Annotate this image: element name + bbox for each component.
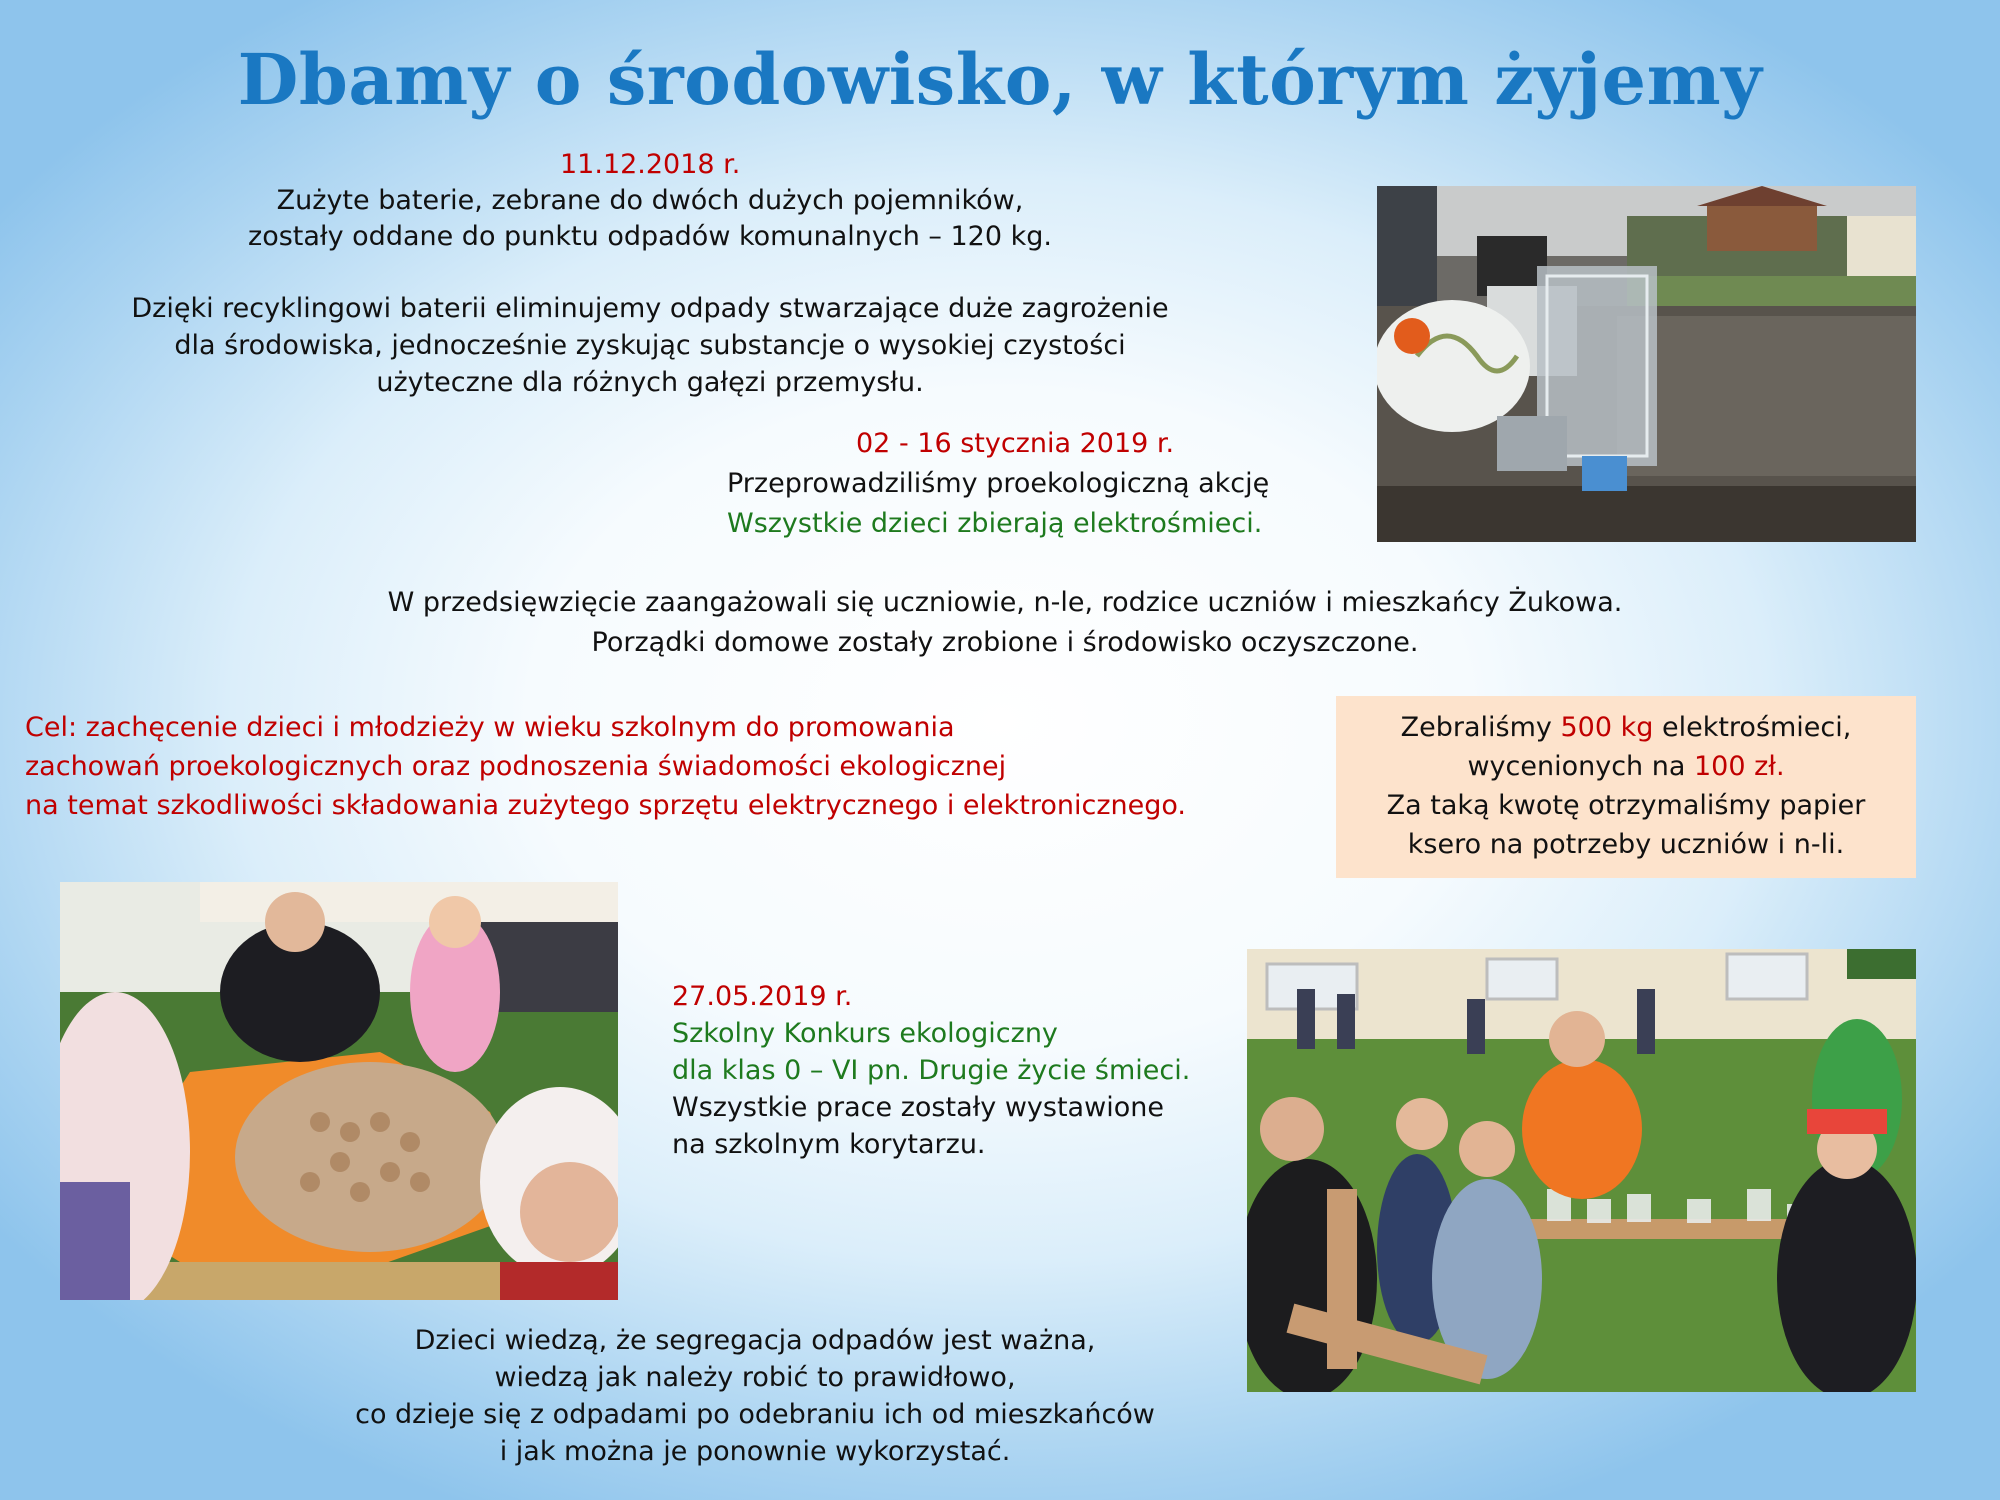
involvement-text-2: Porządki domowe zostały zrobione i środowisko oczyszczone. — [591, 627, 1419, 658]
page-title: Dbamy o środowisko, w którym żyjemy — [237, 38, 1763, 121]
summary-box — [1336, 696, 1916, 878]
summary-text-valued: wycenionych na — [1467, 751, 1686, 782]
goal-text-1: zachęcenie dzieci i młodzieży w wieku szkolnym do promowania — [85, 712, 955, 743]
summary-line-4: ksero na potrzeby uczniów i n-li. — [1407, 829, 1845, 860]
involvement-text-1: W przedsięwzięcie zaangażowali się uczniowie, n-le, rodzice uczniów i mieszkańcy Żukowa. — [387, 587, 1623, 618]
summary-line-1 — [1336, 708, 1916, 747]
summary-weight: 500 kg — [1560, 712, 1654, 743]
battery-benefit-3: użyteczne dla różnych gałęzi przemysłu. — [376, 367, 924, 398]
battery-date: 11.12.2018 r. — [560, 149, 741, 180]
summary-text-ewaste: elektrośmieci, — [1661, 712, 1852, 743]
goal-text-3: na temat szkodliwości składowania zużytego sprzętu elektrycznego i elektronicznego. — [25, 790, 1186, 821]
photo-contest-outdoor — [1247, 949, 1916, 1392]
photo-contest-craft — [60, 882, 618, 1300]
summary-line-3: Za taką kwotę otrzymaliśmy papier — [1386, 790, 1866, 821]
closing-text-2: wiedzą jak należy robić to prawidłowo, — [494, 1362, 1016, 1393]
contest-exhibition-1: Wszystkie prace zostały wystawione — [672, 1092, 1164, 1123]
closing-text-3: co dzieje się z odpadami po odebraniu ich od mieszkańców — [355, 1399, 1155, 1430]
closing-text-4: i jak można je ponownie wykorzystać. — [499, 1436, 1011, 1467]
summary-value: 100 zł. — [1694, 751, 1785, 782]
battery-benefit-2: dla środowiska, jednocześnie zyskując substancje o wysokiej czystości — [174, 330, 1126, 361]
contest-exhibition-2: na szkolnym korytarzu. — [672, 1129, 986, 1160]
summary-line-2 — [1336, 747, 1916, 786]
summary-text-collected: Zebraliśmy — [1400, 712, 1552, 743]
battery-benefit-1: Dzięki recyklingowi baterii eliminujemy odpady stwarzające duże zagrożenie — [131, 293, 1169, 324]
goal-line-1 — [25, 709, 955, 746]
closing-text-1: Dzieci wiedzą, że segregacja odpadów jest ważna, — [414, 1325, 1096, 1356]
ewaste-slogan: Wszystkie dzieci zbierają elektrośmieci. — [727, 508, 1263, 539]
goal-text-2: zachowań proekologicznych oraz podnoszenia świadomości ekologicznej — [25, 751, 1007, 782]
contest-theme: dla klas 0 – VI pn. Drugie życie śmieci. — [672, 1055, 1191, 1086]
contest-date: 27.05.2019 r. — [672, 981, 853, 1012]
ewaste-date: 02 - 16 stycznia 2019 r. — [856, 428, 1175, 459]
ewaste-action-text: Przeprowadziliśmy proekologiczną akcję — [727, 468, 1270, 499]
goal-label: Cel: — [25, 712, 78, 743]
battery-text-2: zostały oddane do punktu odpadów komunalnych – 120 kg. — [248, 221, 1052, 252]
contest-name: Szkolny Konkurs ekologiczny — [672, 1018, 1058, 1049]
photo-ewaste-collection — [1377, 186, 1916, 542]
battery-text-1: Zużyte baterie, zebrane do dwóch dużych pojemników, — [276, 185, 1024, 216]
